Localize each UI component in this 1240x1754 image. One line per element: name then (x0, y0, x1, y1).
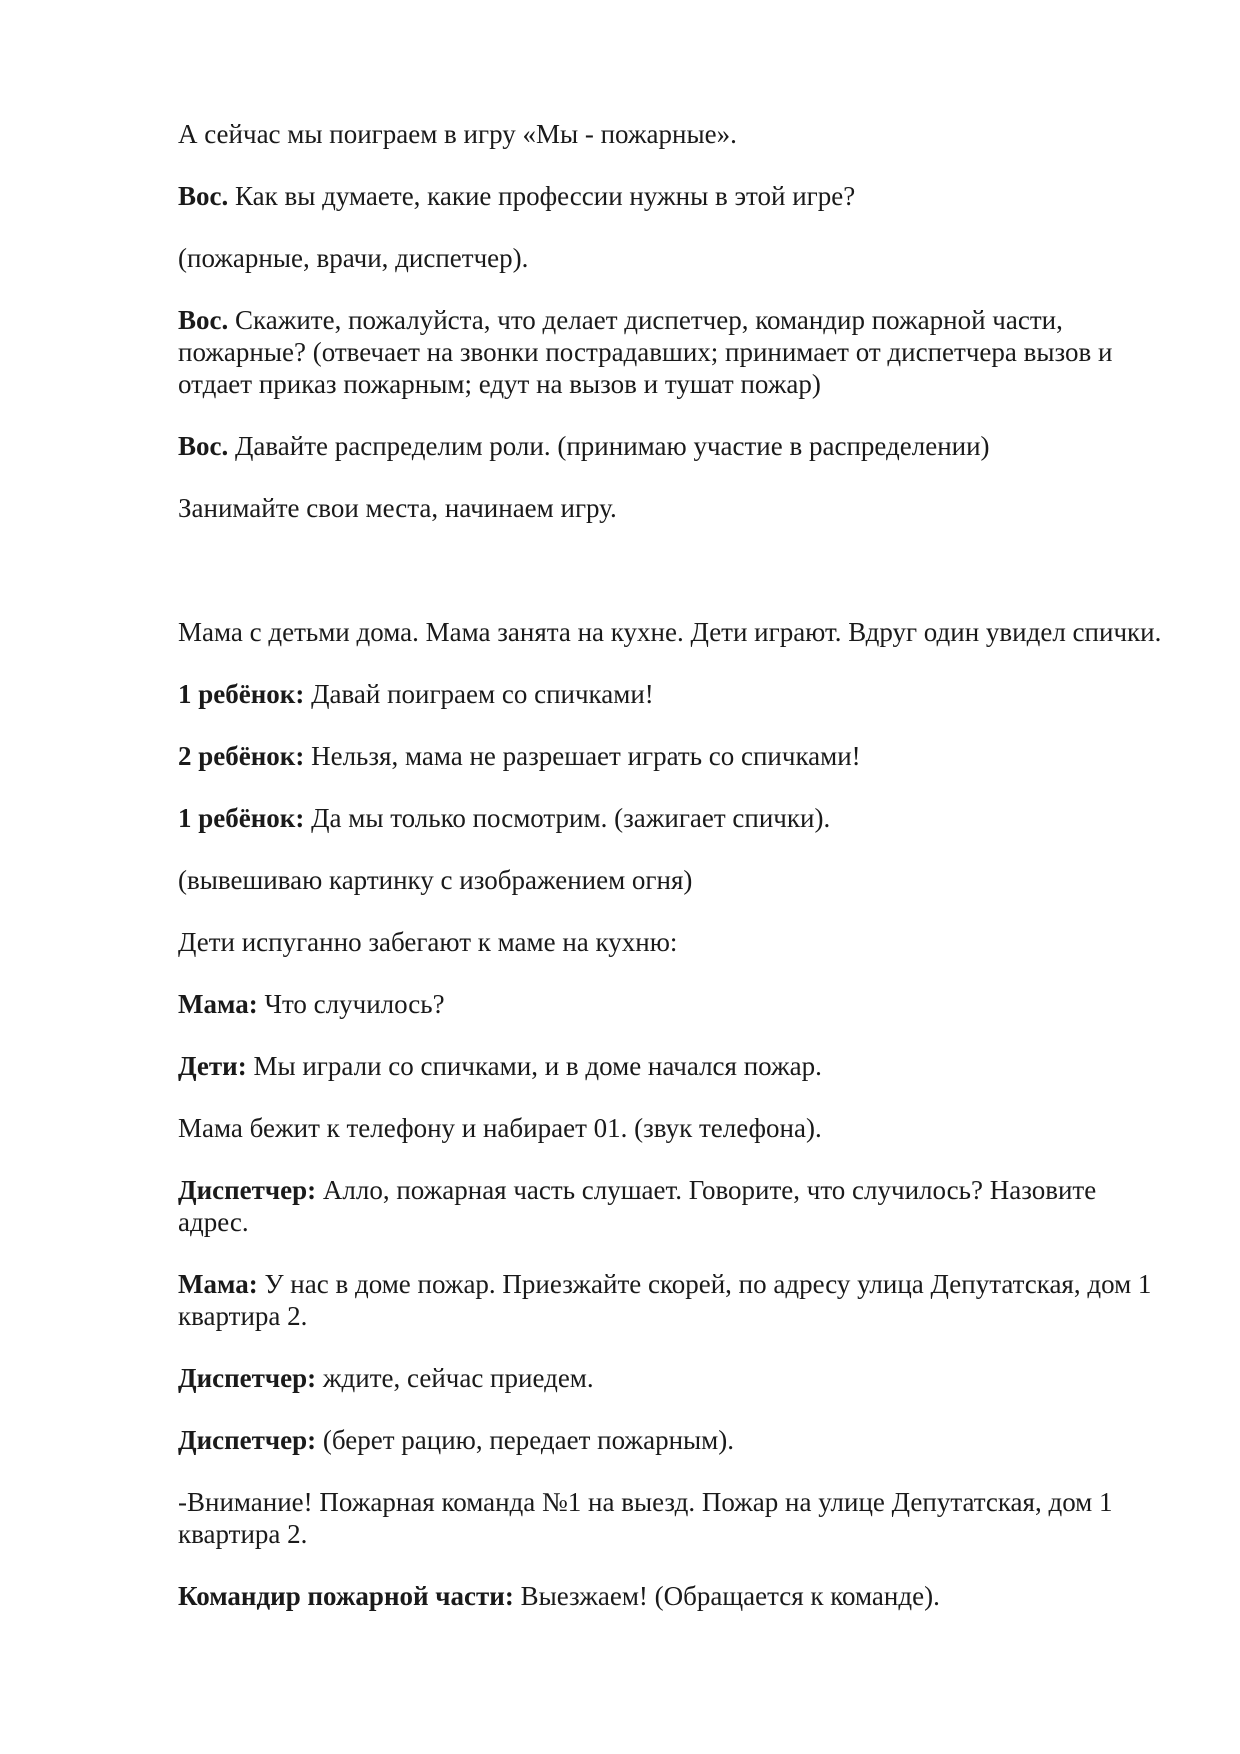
paragraph-17 (178, 1268, 1168, 1332)
paragraph-6 (178, 492, 1168, 524)
paragraph-20 (178, 1486, 1168, 1550)
paragraph-8 (178, 678, 1168, 710)
paragraph-text: Да мы только посмотрим. (зажигает спички). (304, 803, 831, 833)
paragraph-10 (178, 802, 1168, 834)
paragraph-text: (вывешиваю картинку с изображением огня) (178, 865, 693, 895)
paragraph-text: ждите, сейчас приедем. (316, 1363, 594, 1393)
paragraph-14 (178, 1050, 1168, 1082)
speaker-label: Вос. (178, 181, 229, 211)
paragraph-12 (178, 926, 1168, 958)
paragraph-text: Занимайте свои места, начинаем игру. (178, 493, 617, 523)
speaker-label: 1 ребёнок: (178, 803, 305, 833)
paragraph-7 (178, 616, 1168, 648)
speaker-label: Вос. (178, 305, 229, 335)
paragraph-1 (178, 118, 1168, 150)
paragraph-9 (178, 740, 1168, 772)
paragraph-21 (178, 1580, 1168, 1612)
paragraph-text: -Внимание! Пожарная команда №1 на выезд. Пожар на улице Депутатская, дом 1 квартира 2. (178, 1487, 1113, 1549)
speaker-label: Мама: (178, 1269, 258, 1299)
paragraph-5 (178, 430, 1168, 462)
speaker-label: Дети: (178, 1051, 247, 1081)
paragraph-13 (178, 988, 1168, 1020)
paragraph-text: Скажите, пожалуйста, что делает диспетчер, командир пожарной части, пожарные? (отвечает на звонки пострадавших; принимает от диспетчера вызов и отдает приказ пожарным; едут на вызов и тушат пожар) (178, 305, 1113, 399)
paragraph-18 (178, 1362, 1168, 1394)
paragraph-text: Как вы думаете, какие профессии нужны в этой игре? (228, 181, 856, 211)
paragraph-text: Мы играли со спичками, и в доме начался пожар. (246, 1051, 822, 1081)
paragraph-text: Давайте распределим роли. (принимаю участие в распределении) (228, 431, 990, 461)
paragraph-text: Дети испуганно забегают к маме на кухню: (178, 927, 678, 957)
speaker-label: Диспетчер: (178, 1425, 317, 1455)
speaker-label: 2 ребёнок: (178, 741, 305, 771)
paragraph-15 (178, 1112, 1168, 1144)
speaker-label: Командир пожарной части: (178, 1581, 514, 1611)
speaker-label: Диспетчер: (178, 1363, 317, 1393)
paragraph-text: Давай поиграем со спичками! (304, 679, 654, 709)
paragraph-2 (178, 180, 1168, 212)
paragraph-text: (пожарные, врачи, диспетчер). (178, 243, 529, 273)
paragraph-text: Мама бежит к телефону и набирает 01. (звук телефона). (178, 1113, 822, 1143)
speaker-label: Диспетчер: (178, 1175, 317, 1205)
paragraph-text: Нельзя, мама не разрешает играть со спичками! (304, 741, 861, 771)
speaker-label: Вос. (178, 431, 229, 461)
paragraph-text: Выезжаем! (Обращается к команде). (513, 1581, 940, 1611)
paragraph-3 (178, 242, 1168, 274)
document-body (178, 118, 1168, 1642)
paragraph-16 (178, 1174, 1168, 1238)
paragraph-text: У нас в доме пожар. Приезжайте скорей, по адресу улица Депутатская, дом 1 квартира 2. (178, 1269, 1152, 1331)
paragraph-4 (178, 304, 1168, 400)
paragraph-text: Мама с детьми дома. Мама занята на кухне. Дети играют. Вдруг один увидел спички. (178, 617, 1162, 647)
paragraph-text: (берет рацию, передает пожарным). (316, 1425, 734, 1455)
paragraph-text: Что случилось? (257, 989, 445, 1019)
paragraph-11 (178, 864, 1168, 896)
paragraph-19 (178, 1424, 1168, 1456)
speaker-label: Мама: (178, 989, 258, 1019)
paragraph-text: Алло, пожарная часть слушает. Говорите, что случилось? Назовите адрес. (178, 1175, 1097, 1237)
speaker-label: 1 ребёнок: (178, 679, 305, 709)
paragraph-text: А сейчас мы поиграем в игру «Мы - пожарные». (178, 119, 737, 149)
